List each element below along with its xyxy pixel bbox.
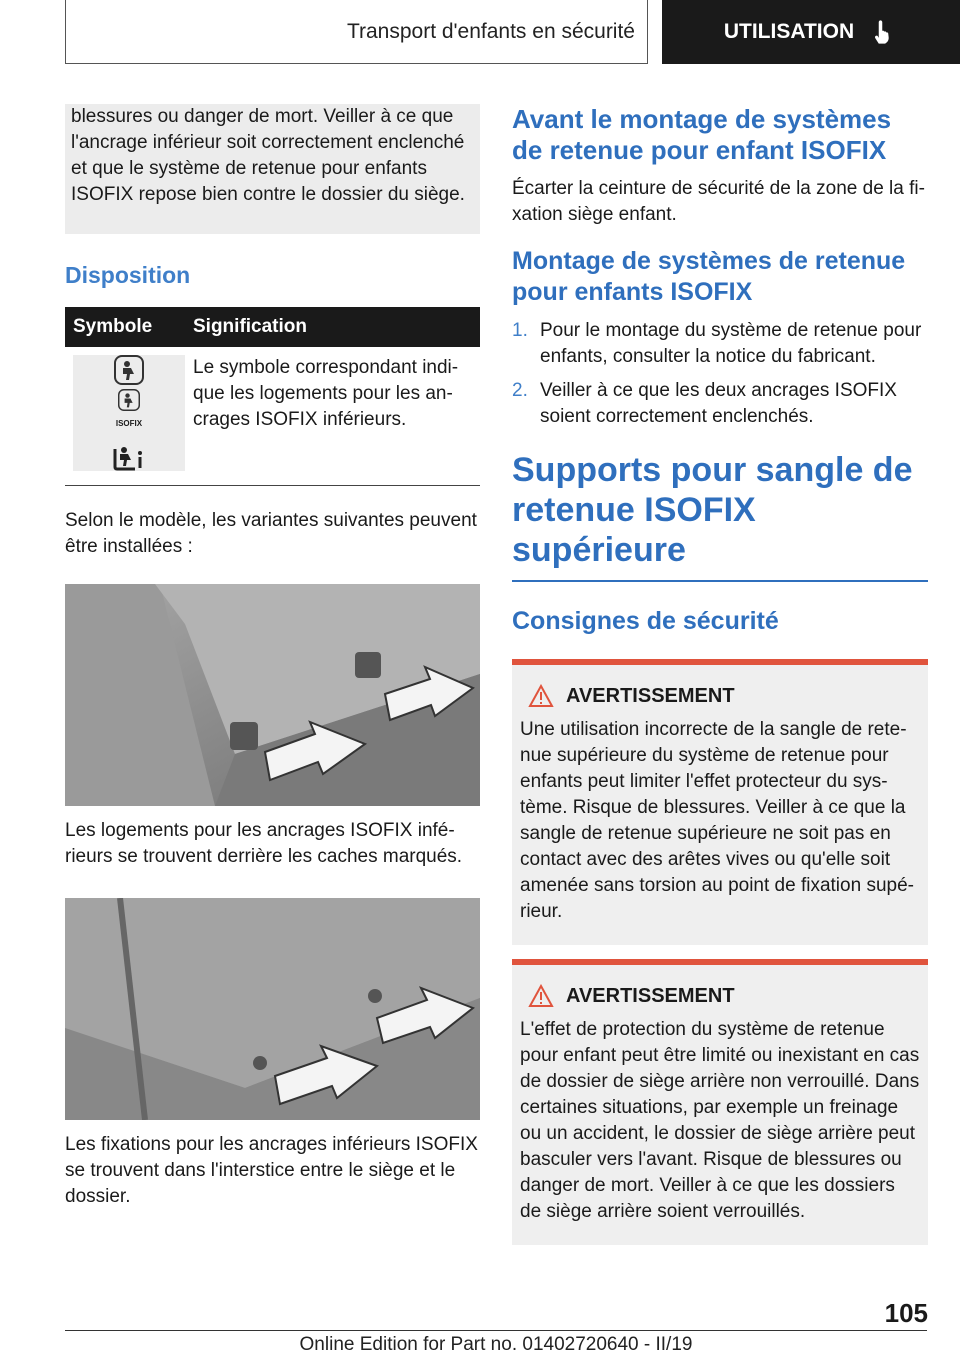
pointing-hand-icon bbox=[870, 18, 898, 46]
header-section-title bbox=[65, 0, 648, 64]
warning-title: AVERTISSEMENT bbox=[566, 985, 735, 1007]
footer-divider bbox=[65, 1330, 927, 1331]
warning-title: AVERTISSEMENT bbox=[566, 685, 735, 707]
warning-box bbox=[512, 959, 928, 1245]
supports-heading: Supports pour sangle de retenue ISOFIX supérieure bbox=[512, 450, 928, 582]
mounting-heading: Montage de systèmes de retenue pour enfants ISOFIX bbox=[512, 247, 906, 306]
isofix-label: ISOFIX bbox=[115, 419, 143, 428]
caption-covers: Les logements pour les ancrages ISOFIX infé-rieurs se trouvent derrière les caches marqués. bbox=[65, 820, 463, 867]
table-header-meaning: Signification bbox=[185, 307, 480, 347]
safety-heading: Consignes de sécurité bbox=[512, 607, 779, 635]
before-mounting-heading: Avant le montage de systèmes de retenue pour enfant ISOFIX bbox=[512, 104, 892, 165]
list-item: 2. Veiller à ce que les deux ancrages ISOFIX soient correctement enclenchés. bbox=[512, 380, 897, 427]
header-chapter-tab bbox=[662, 0, 960, 64]
child-seat-info-icon bbox=[113, 441, 145, 471]
table-row bbox=[65, 347, 480, 471]
isofix-child-seat-icon bbox=[116, 389, 142, 437]
table-header-symbol: Symbole bbox=[65, 307, 185, 347]
edition-note: Online Edition for Part no. 01402720640 - II/19 bbox=[299, 1334, 693, 1355]
caption-gap: Les fixations pour les ancrages inférieurs ISOFIX se trouvent dans l'interstice entre le siège et le dossier. bbox=[65, 1134, 478, 1207]
warning-text: Une utilisation incorrecte de la sangle de rete-nue supérieure du système de retenue pour enfants peut limiter l'effet protecteur du sys-tème. Risque de blessures. Veiller à ce que la sangle de retenue supérieure ne soit pas en contact avec des arêtes vives ou qu'elle soit amenée sans torsion au point de fixation supé-rieur. bbox=[520, 719, 914, 922]
disposition-heading: Disposition bbox=[65, 262, 191, 288]
left-column bbox=[65, 104, 480, 1210]
warning-box bbox=[512, 659, 928, 945]
warning-triangle-icon bbox=[528, 684, 554, 708]
child-seat-icon bbox=[114, 355, 144, 385]
continued-warning-text: blessures ou danger de mort. Veiller à ce que l'ancrage inférieur soit correctement enclenché et que le système de retenue pour enfants ISOFIX repose bien contre le dossier du siège. bbox=[65, 104, 480, 234]
before-mounting-text: Écarter la ceinture de sécurité de la zone de la fi-xation siège enfant. bbox=[512, 178, 925, 225]
right-column bbox=[512, 104, 928, 1245]
variants-text: Selon le modèle, les variantes suivantes peuvent être installées : bbox=[65, 510, 477, 557]
seat-photo-covers bbox=[65, 584, 480, 806]
list-item: 1. Pour le montage du système de retenue pour enfants, consulter la notice du fabricant. bbox=[512, 320, 922, 367]
warning-triangle-icon bbox=[528, 984, 554, 1008]
chapter-label: UTILISATION bbox=[723, 20, 855, 43]
symbol-meaning: Le symbole correspondant indi-que les logements pour les an-crages ISOFIX inférieurs. bbox=[193, 357, 459, 430]
page-number: 105 bbox=[884, 1298, 928, 1328]
section-title: Transport d'enfants en sécurité bbox=[346, 19, 635, 43]
warning-text: L'effet de protection du système de retenue pour enfant peut être limité ou inexistant en cas de dossier de siège arrière non verrouillé. Dans certaines situations, par exemple un freinage ou un accident, le dossier de siège arrière peut basculer vers l'avant. Risque de blessures ou danger de mort. Veiller à ce que les dossiers de siège arrière soient verrouillés. bbox=[520, 1019, 920, 1222]
mounting-steps bbox=[512, 318, 928, 430]
isofix-symbols bbox=[73, 355, 185, 471]
symbol-table bbox=[65, 307, 480, 486]
seat-photo-gap bbox=[65, 898, 480, 1120]
